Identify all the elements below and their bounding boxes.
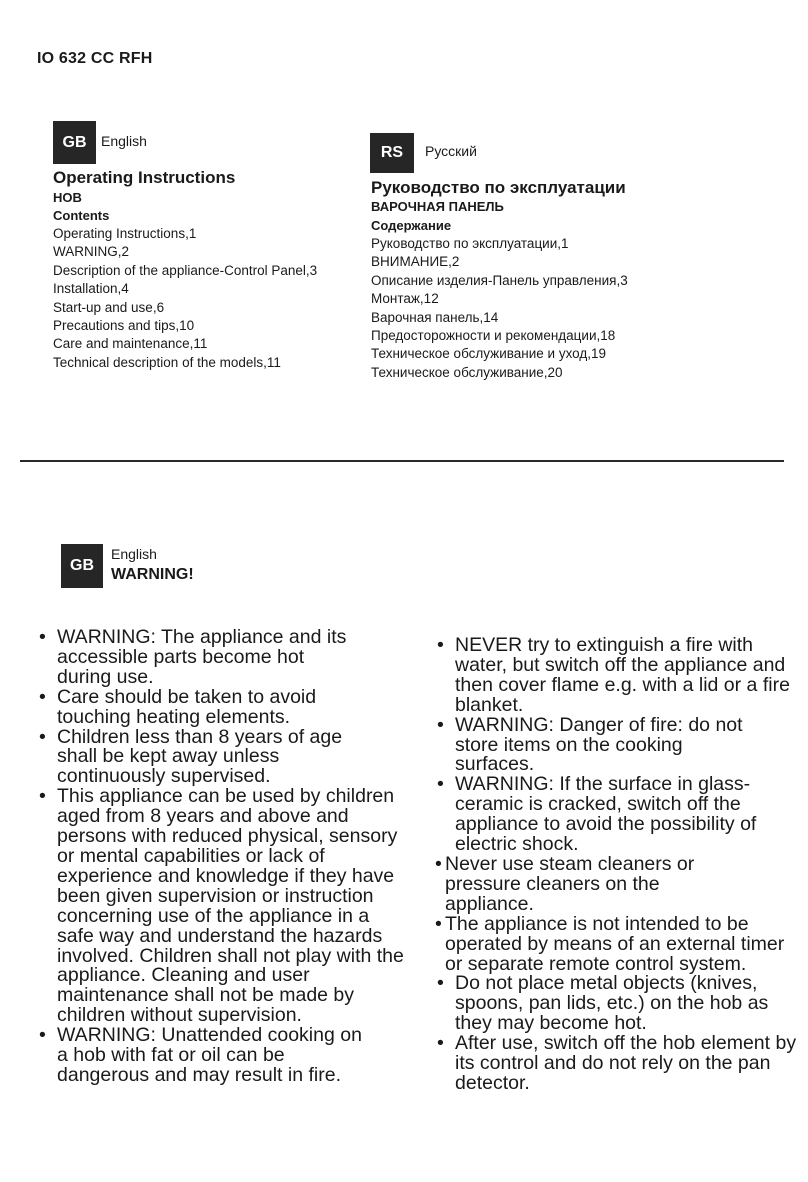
rs-toc-list	[371, 235, 628, 382]
toc-item: Варочная панель,14	[371, 309, 499, 325]
model-number: IO 632 CC RFH	[37, 50, 153, 67]
toc-item: Installation,4	[53, 281, 129, 297]
toc-item: Техническое обслуживание и уход,19	[371, 346, 607, 362]
toc-item: Start-up and use,6	[53, 299, 165, 315]
warning-item: • WARNING: Danger of fire: do not store items on the cooking surfaces.	[435, 716, 755, 776]
warning-item: • Never use steam cleaners or pressure cleaners on the appliance.	[435, 855, 725, 915]
rs-contents-label: Содержание	[371, 218, 452, 233]
gb-language-badge: GB	[53, 121, 96, 164]
warning-item: • WARNING: Unattended cooking on a hob with fat or oil can be dangerous and may result in fire.	[37, 1026, 377, 1086]
toc-item: Руководство по эксплуатации,1	[371, 236, 569, 251]
toc-item: Operating Instructions,1	[53, 226, 197, 241]
gb-toc-title: Operating Instructions	[53, 168, 236, 187]
warning-item: • NEVER try to extinguish a fire with water, but switch off the appliance and then cover flame e.g. with a lid or a fire blanket.	[435, 636, 800, 716]
warning-item: • After use, switch off the hob element by its control and do not rely on the pan detector.	[435, 1034, 800, 1094]
toc-item: Предосторожности и рекомендации,18	[371, 328, 616, 344]
gb-toc-subtitle: HOB	[53, 190, 82, 205]
warning-item: • Children less than 8 years of age shall be kept away unless continuously supervised.	[37, 728, 357, 788]
gb-contents-label: Contents	[53, 208, 110, 223]
warning-list-right	[435, 636, 800, 1094]
warning-item: • The appliance is not intended to be operated by means of an external timer or separate remote control system.	[435, 915, 800, 975]
toc-item: Description of the appliance-Control Panel,3	[53, 262, 318, 278]
toc-item: ВНИМАНИЕ,2	[371, 254, 460, 270]
warning-item: • Care should be taken to avoid touching heating elements.	[37, 688, 357, 728]
rs-toc-title: Руководство по эксплуатации	[371, 178, 626, 197]
gb-language-name: English	[101, 133, 147, 149]
rs-language-name: Русский	[425, 143, 477, 159]
rs-toc-subtitle: ВАРОЧНАЯ ПАНЕЛЬ	[371, 199, 504, 214]
section-divider	[20, 460, 784, 462]
toc-item: Техническое обслуживание,20	[371, 364, 563, 380]
warning-item: • WARNING: If the surface in glass-ceramic is cracked, switch off the appliance to avoid the possibility of electric shock.	[435, 775, 800, 855]
warning-item: • WARNING: The appliance and its accessible parts become hot during use.	[37, 628, 357, 688]
warning-item: • This appliance can be used by children aged from 8 years and above and persons with reduced physical, sensory or mental capabilities or lack of experience and knowledge if they have been given supervision or instruction concerning use of the appliance in a safe way and understand the hazards involved. Children shall not play with the appliance. Cleaning and user maintenance shall not be made by children without supervision.	[37, 787, 407, 1026]
toc-item: Монтаж,12	[371, 291, 439, 307]
warning-language-name: English	[111, 546, 157, 562]
toc-item: WARNING,2	[53, 244, 130, 260]
warning-language-badge: GB	[61, 544, 103, 588]
toc-item: Precautions and tips,10	[53, 318, 195, 334]
toc-item: Technical description of the models,11	[53, 354, 281, 370]
warning-heading: WARNING!	[111, 566, 194, 583]
gb-toc-list	[53, 225, 317, 372]
toc-item: Care and maintenance,11	[53, 336, 208, 352]
warning-list-left	[37, 628, 407, 1086]
warning-item: • Do not place metal objects (knives, spoons, pan lids, etc.) on the hob as they may become hot.	[435, 974, 800, 1034]
rs-language-badge: RS	[370, 133, 414, 173]
toc-item: Описание изделия-Панель управления,3	[371, 272, 628, 288]
